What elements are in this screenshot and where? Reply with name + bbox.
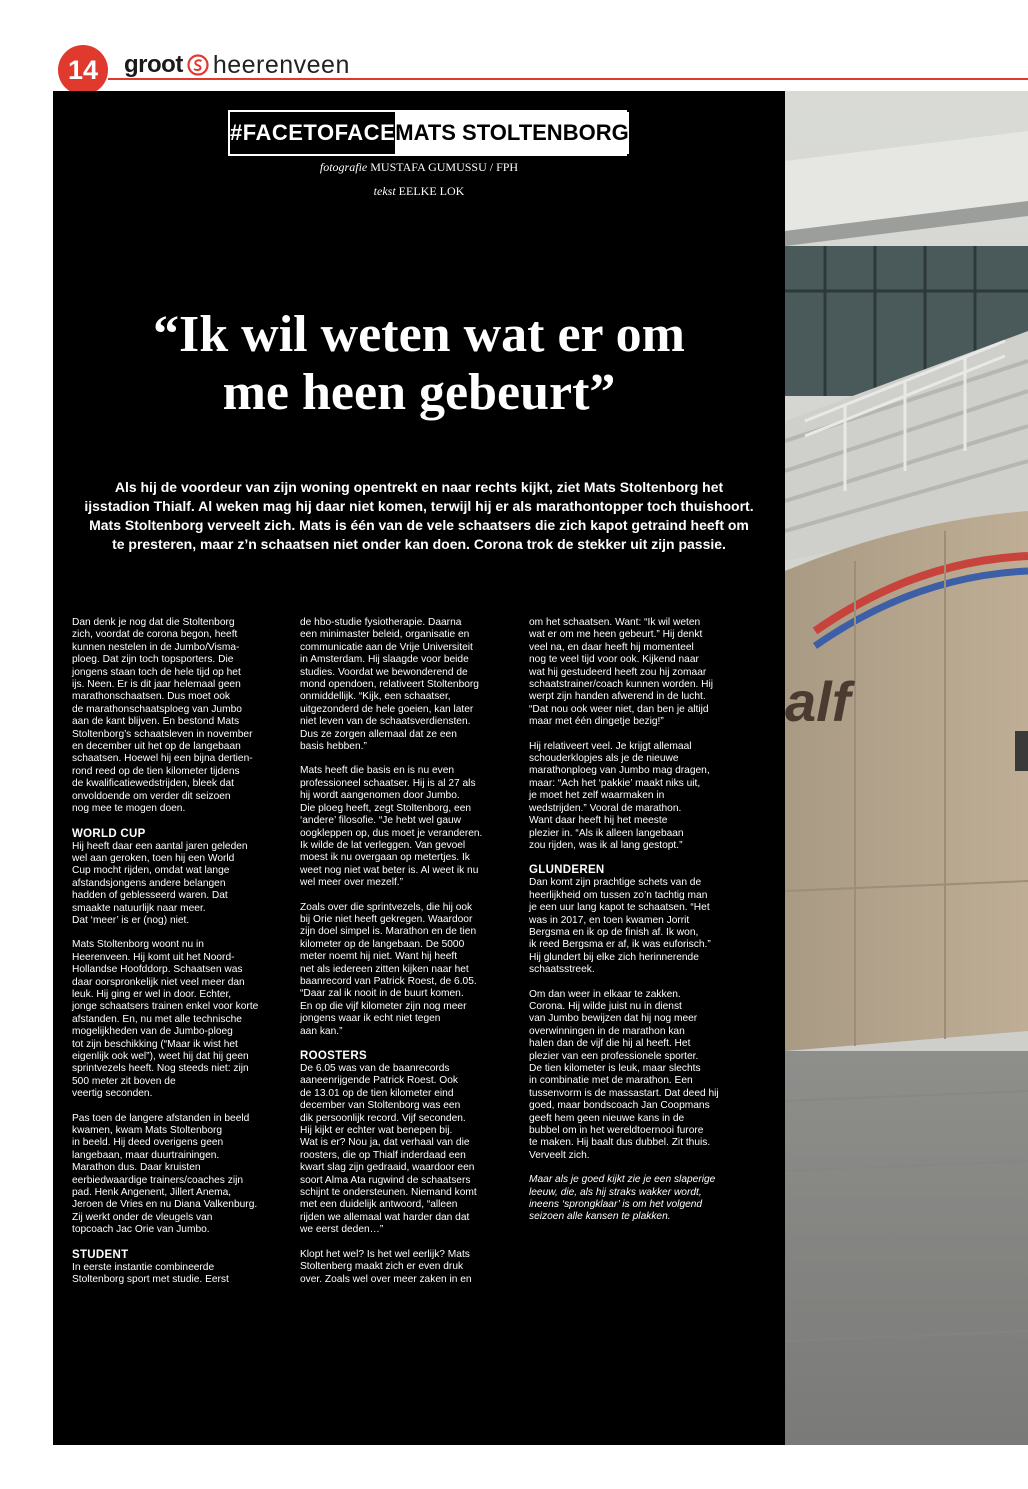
closing-paragraph: Maar als je goed kijkt zie je een slaperige leeuw, die, als hij straks wakker wordt, ineens ‘sprongklaar’ is om het volgend seizoen alle kansen te plakken.	[529, 1174, 716, 1223]
body-paragraph: Hij heeft daar een aantal jaren geleden wel aan geroken, toen hij een World Cup mocht rijden, omdat wat lange afstandsjongens andere belangen hadden of geblesseerd waren. Dat smaakte natuurlijk naar meer. Dat ‘meer’ is er (nog) niet.	[72, 840, 248, 926]
body-paragraph: Zoals over die sprintvezels, die hij ook bij Orie niet heeft gekregen. Waardoor zijn doel simpel is. Marathon en de tien kilometer op de langebaan. De 5000 meter noemt hij niet. Want hij heeft net als iedereen zitten kijken naar het baanrecord van Patrick Roest, de 6.05. “Daar zal ik nooit in de buurt komen. En op die vijf kilometer zijn nog meer jongens waar ik echt niet tegen aan kan.”	[300, 901, 477, 1037]
stadium-photo	[785, 91, 1028, 1445]
photo-sign-text: alf	[785, 670, 851, 733]
brand-city: heerenveen	[212, 50, 350, 79]
photo-credit	[53, 160, 785, 175]
tag-subject-name: MATS STOLTENBORG	[395, 112, 628, 154]
body-paragraph: De 6.05 was van de baanrecords aaneenrijgende Patrick Roest. Ook de 13.01 op de tien kilometer eind december van Stoltenborg was een dik persoonlijk record. Vijf seconden. Hij kijkt er echter wat benepen bij. Wat is er? Nou ja, dat verhaal van die roosters, die op Thialf inderdaad een kwart slag zijn gedraaid, waardoor een soort Alma Ata rugwind de schaatsers schijnt te ondersteunen. Niemand komt met een duidelijk antwoord, “alleen rijden we allemaal wat harder dan dat we eerst deden…”	[300, 1063, 477, 1236]
photo-credit-name: MUSTAFA GUMUSSU / FPH	[370, 160, 519, 174]
body-paragraph: Dan denk je nog dat die Stoltenborg zich, voordat de corona begon, heeft kunnen nestelen in de Jumbo/Visma- ploeg. Dat zijn toch topsporters. Die jongens staan toch de hele tijd op het ijs. Neen. Er is dit jaar helemaal geen marathonschaatsen. Dus moet ook de marathonschaatsploeg van Jumbo aan de kant blijven. En bestond Mats Stoltenborg’s schaatsleven in november en december uit het op de langebaan schaatsen. Hoewel hij een bijna dertien- rond reed op de tien kilometer tijdens de kwalificatiewedstrijden, bleek dat onvoldoende om verder dit seizoen nog mee te mogen doen.	[72, 617, 253, 815]
subheading-glunderen: GLUNDEREN	[529, 864, 605, 877]
photo-credit-label: fotografie	[319, 160, 368, 174]
section-tag	[228, 110, 627, 156]
body-paragraph: Dan komt zijn prachtige schets van de heerlijkheid om tussen zo’n tachtig man je een uur lang kapot te schaatsen. “Het was in 2017, en toen kwamen Jorrit Bergsma en ik op de finish af. Ik won, ik reed Bergsma er af, ik was euforisch.” Hij glundert bij elke zich herinnerende schaatsstreek.	[529, 877, 711, 976]
headline	[53, 306, 785, 422]
article-column-3	[529, 617, 734, 1236]
header-rule	[108, 78, 1028, 80]
intro-paragraph: Als hij de voordeur van zijn woning opentrekt en naar rechts kijkt, ziet Mats Stoltenborg het ijsstadion Thialf. Al weken mag hij daar niet komen, terwijl hij er als marathontopper toch thuishoort. Mats Stoltenborg verveelt zich. Mats is één van de vele schaatsers die zich kapot getraind heeft om te presteren, maar z’n schaatsen niet onder kan doen. Corona trok de stekker uit zijn passie.	[84, 479, 754, 552]
brand-swirl-icon	[187, 54, 209, 76]
body-paragraph: Hij relativeert veel. Je krijgt allemaal schouderklopjes als je de nieuwe marathonploeg van Jumbo mag dragen, maar: “Ach het ‘pakkie’ maakt niks uit, je moet het zelf waarmaken in wedstrijden.” Vooral de marathon. Want daar heeft hij het meeste plezier in. “Als ik alleen langebaan zou rijden, was ik al lang gestopt.”	[529, 740, 710, 851]
text-credit-label: tekst	[373, 184, 396, 198]
tag-facetoface: #FACETOFACE	[230, 120, 396, 145]
subheading-roosters: ROOSTERS	[300, 1050, 367, 1062]
body-paragraph: Klopt het wel? Is het wel eerlijk? Mats Stoltenberg maakt zich er even druk over. Zoals wel over meer zaken in en	[300, 1248, 472, 1285]
headline-line-2: me heen gebeurt”	[222, 364, 616, 421]
subheading-world-cup: WORLD CUP	[72, 827, 146, 840]
article-column-1	[72, 617, 277, 1299]
text-credit-name: EELKE LOK	[398, 184, 465, 198]
text-credit	[53, 184, 785, 199]
body-paragraph: om het schaatsen. Want: “Ik wil weten wat er om me heen gebeurt.” Hij denkt veel na, en daar heeft hij momenteel nog te veel tijd voor ook. Kijkend naar wat hij gestudeerd heeft zou hij zomaar schaatstrainer/coach kunnen worden. Hij werpt zijn handen afwerend in de lucht. “Dat nou ook weer niet, dan ben je altijd maar met één dingetje bezig!”	[529, 617, 714, 728]
brand-groot: groot	[124, 51, 183, 78]
body-paragraph: Om dan weer in elkaar te zakken. Corona. Hij wilde juist nu in dienst van Jumbo bewijzen dat hij nog meer overwinningen in de marathon kan halen dan de vijf die hij al heeft. Het plezier van een professionele sporter. De tien kilometer is leuk, maar slechts in combinatie met de marathon. Een tussenvorm is de massastart. Dat deed hij goed, maar bondscoach Jan Coopmans geeft hem geen nieuwe kans in de bubbel om in het wereldtoernooi furore te maken. Hij baalt dus dubbel. Zit thuis. Verveelt zich.	[529, 988, 719, 1161]
body-paragraph: Mats Stoltenborg woont nu in Heerenveen. Hij komt uit het Noord- Hollandse Hoofddorp. Schaatsen was daar oorspronkelijk niet veel meer dan leuk. Hij ging er wel in door. Echter, jonge schaatsers trainen enkel voor korte afstanden. En, nu met alle technische mogelijkheden van de Jumbo-ploeg tot zijn beschikking (“Maar ik wist het eigenlijk ook wel”), weet hij dat hij geen sprintvezels heeft. Nog steeds niet: zijn 500 meter zit boven de veertig seconden.	[72, 939, 259, 1100]
article-column-2	[300, 617, 505, 1298]
body-paragraph: de hbo-studie fysiotherapie. Daarna een minimaster beleid, organisatie en communicatie aan de Vrije Universiteit in Amsterdam. Hij slaagde voor beide studies. Voordat we bewonderend de mond opendoen, relativeert Stoltenborg onmiddellijk. “Kijk, een schaatser, uitgezonderd de hele goeien, kan later niet leven van de schaatsverdiensten. Dus ze zorgen allemaal dat ze een basis hebben.”	[300, 617, 479, 753]
body-paragraph: Pas toen de langere afstanden in beeld kwamen, kwam Mats Stoltenborg in beeld. Hij deed overigens geen langebaan, maar duurtrainingen. Marathon dus. Daar kruisten eerbiedwaardige trainers/coaches zijn pad. Henk Angenent, Jillert Anema, Jeroen de Vries en nu Diana Valkenburg. Zij werkt onder de vleugels van topcoach Jac Orie van Jumbo.	[72, 1112, 258, 1236]
body-paragraph: In eerste instantie combineerde Stoltenborg sport met studie. Eerst	[72, 1261, 229, 1286]
page-number: 14	[58, 45, 108, 95]
headline-line-1: “Ik wil weten wat er om	[153, 306, 685, 363]
body-paragraph: Mats heeft die basis en is nu even professioneel schaatser. Hij is al 27 als hij wordt aangenomen door Jumbo. Die ploeg heeft, zegt Stoltenborg, een ‘andere’ filosofie. “Je hebt wel gauw oogkleppen op, dus moet je veranderen. Ik wilde de lat verleggen. Van gevoel moest ik nu overgaan op metertjes. Ik weet nog niet wat beter is. Al weet ik nu wel meer over mezelf.”	[300, 765, 483, 889]
subheading-student: STUDENT	[72, 1248, 129, 1261]
brand-logo	[124, 50, 350, 80]
